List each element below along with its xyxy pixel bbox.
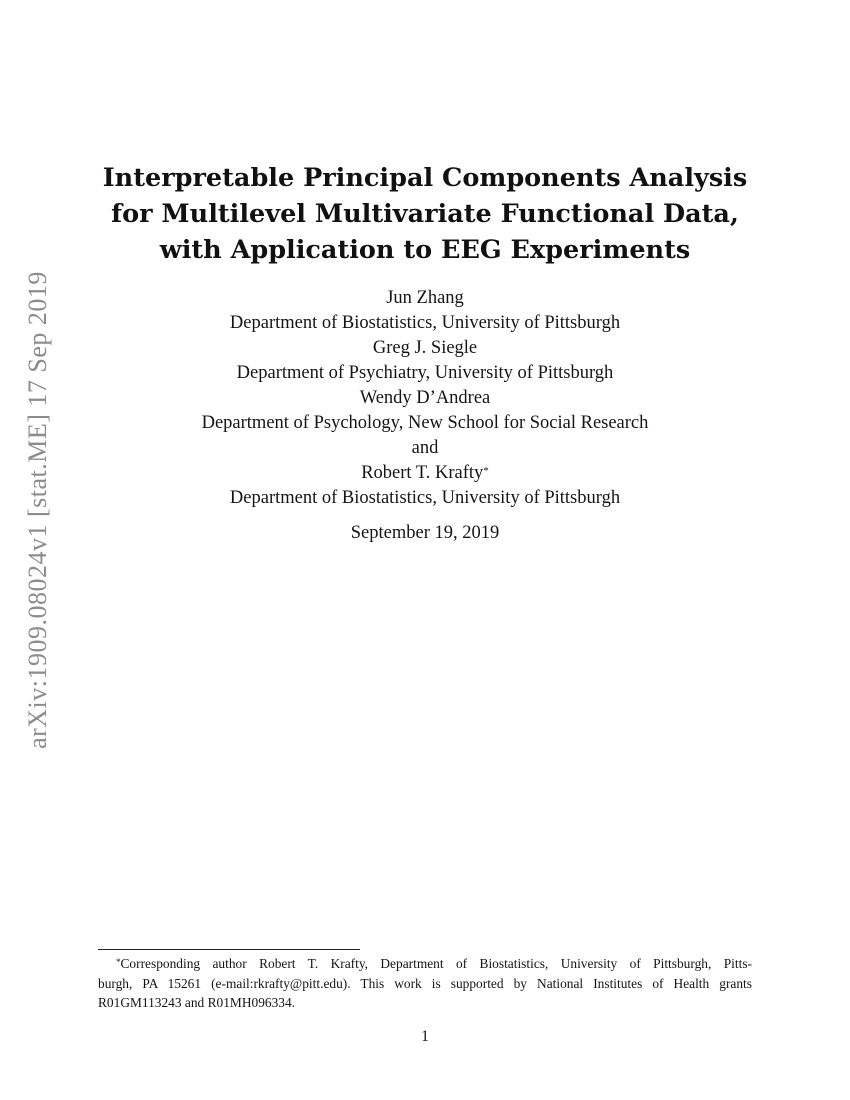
author-name: Robert T. Krafty xyxy=(361,463,484,483)
title-line-3: with Application to EEG Experiments xyxy=(159,235,691,265)
author-name: Wendy D’Andrea xyxy=(359,388,491,408)
corresponding-author xyxy=(0,461,850,486)
page-number: 1 xyxy=(421,1028,429,1045)
title-line-2: for Multilevel Multivariate Functional Data, xyxy=(111,199,739,229)
author-affiliation: Department of Psychology, New School for Social Research xyxy=(201,413,649,433)
author-affiliation: Department of Psychiatry, University of Pittsburgh xyxy=(236,363,614,383)
footnote-line-1 xyxy=(98,954,752,974)
author-name: Jun Zhang xyxy=(386,288,464,308)
paper-title xyxy=(0,160,850,268)
author-name: Greg J. Siegle xyxy=(372,338,478,358)
footnote-line-3: R01GM113243 and R01MH096334. xyxy=(98,995,296,1010)
author-block xyxy=(0,286,850,511)
paper-date: September 19, 2019 xyxy=(350,523,500,543)
footnote-marker: * xyxy=(116,957,121,967)
footnote-text-1: Corresponding author Robert T. Krafty, Department of Biostatistics, University of Pittsburgh, Pitts- xyxy=(120,956,752,971)
footnote xyxy=(98,954,752,1013)
footnote-rule xyxy=(98,949,360,950)
title-line-1: Interpretable Principal Components Analysis xyxy=(102,163,748,193)
footnote-line-2: burgh, PA 15261 (e-mail:rkrafty@pitt.edu). This work is supported by National Institutes of Health grants xyxy=(98,975,752,991)
corresponding-author-marker: * xyxy=(483,465,489,477)
arxiv-stamp-text: arXiv:1909.08024v1 [stat.ME] 17 Sep 2019 xyxy=(23,271,52,749)
author-affiliation: Department of Biostatistics, University of Pittsburgh xyxy=(229,488,621,508)
author-conjunction: and xyxy=(411,438,439,458)
author-affiliation: Department of Biostatistics, University of Pittsburgh xyxy=(229,313,621,333)
